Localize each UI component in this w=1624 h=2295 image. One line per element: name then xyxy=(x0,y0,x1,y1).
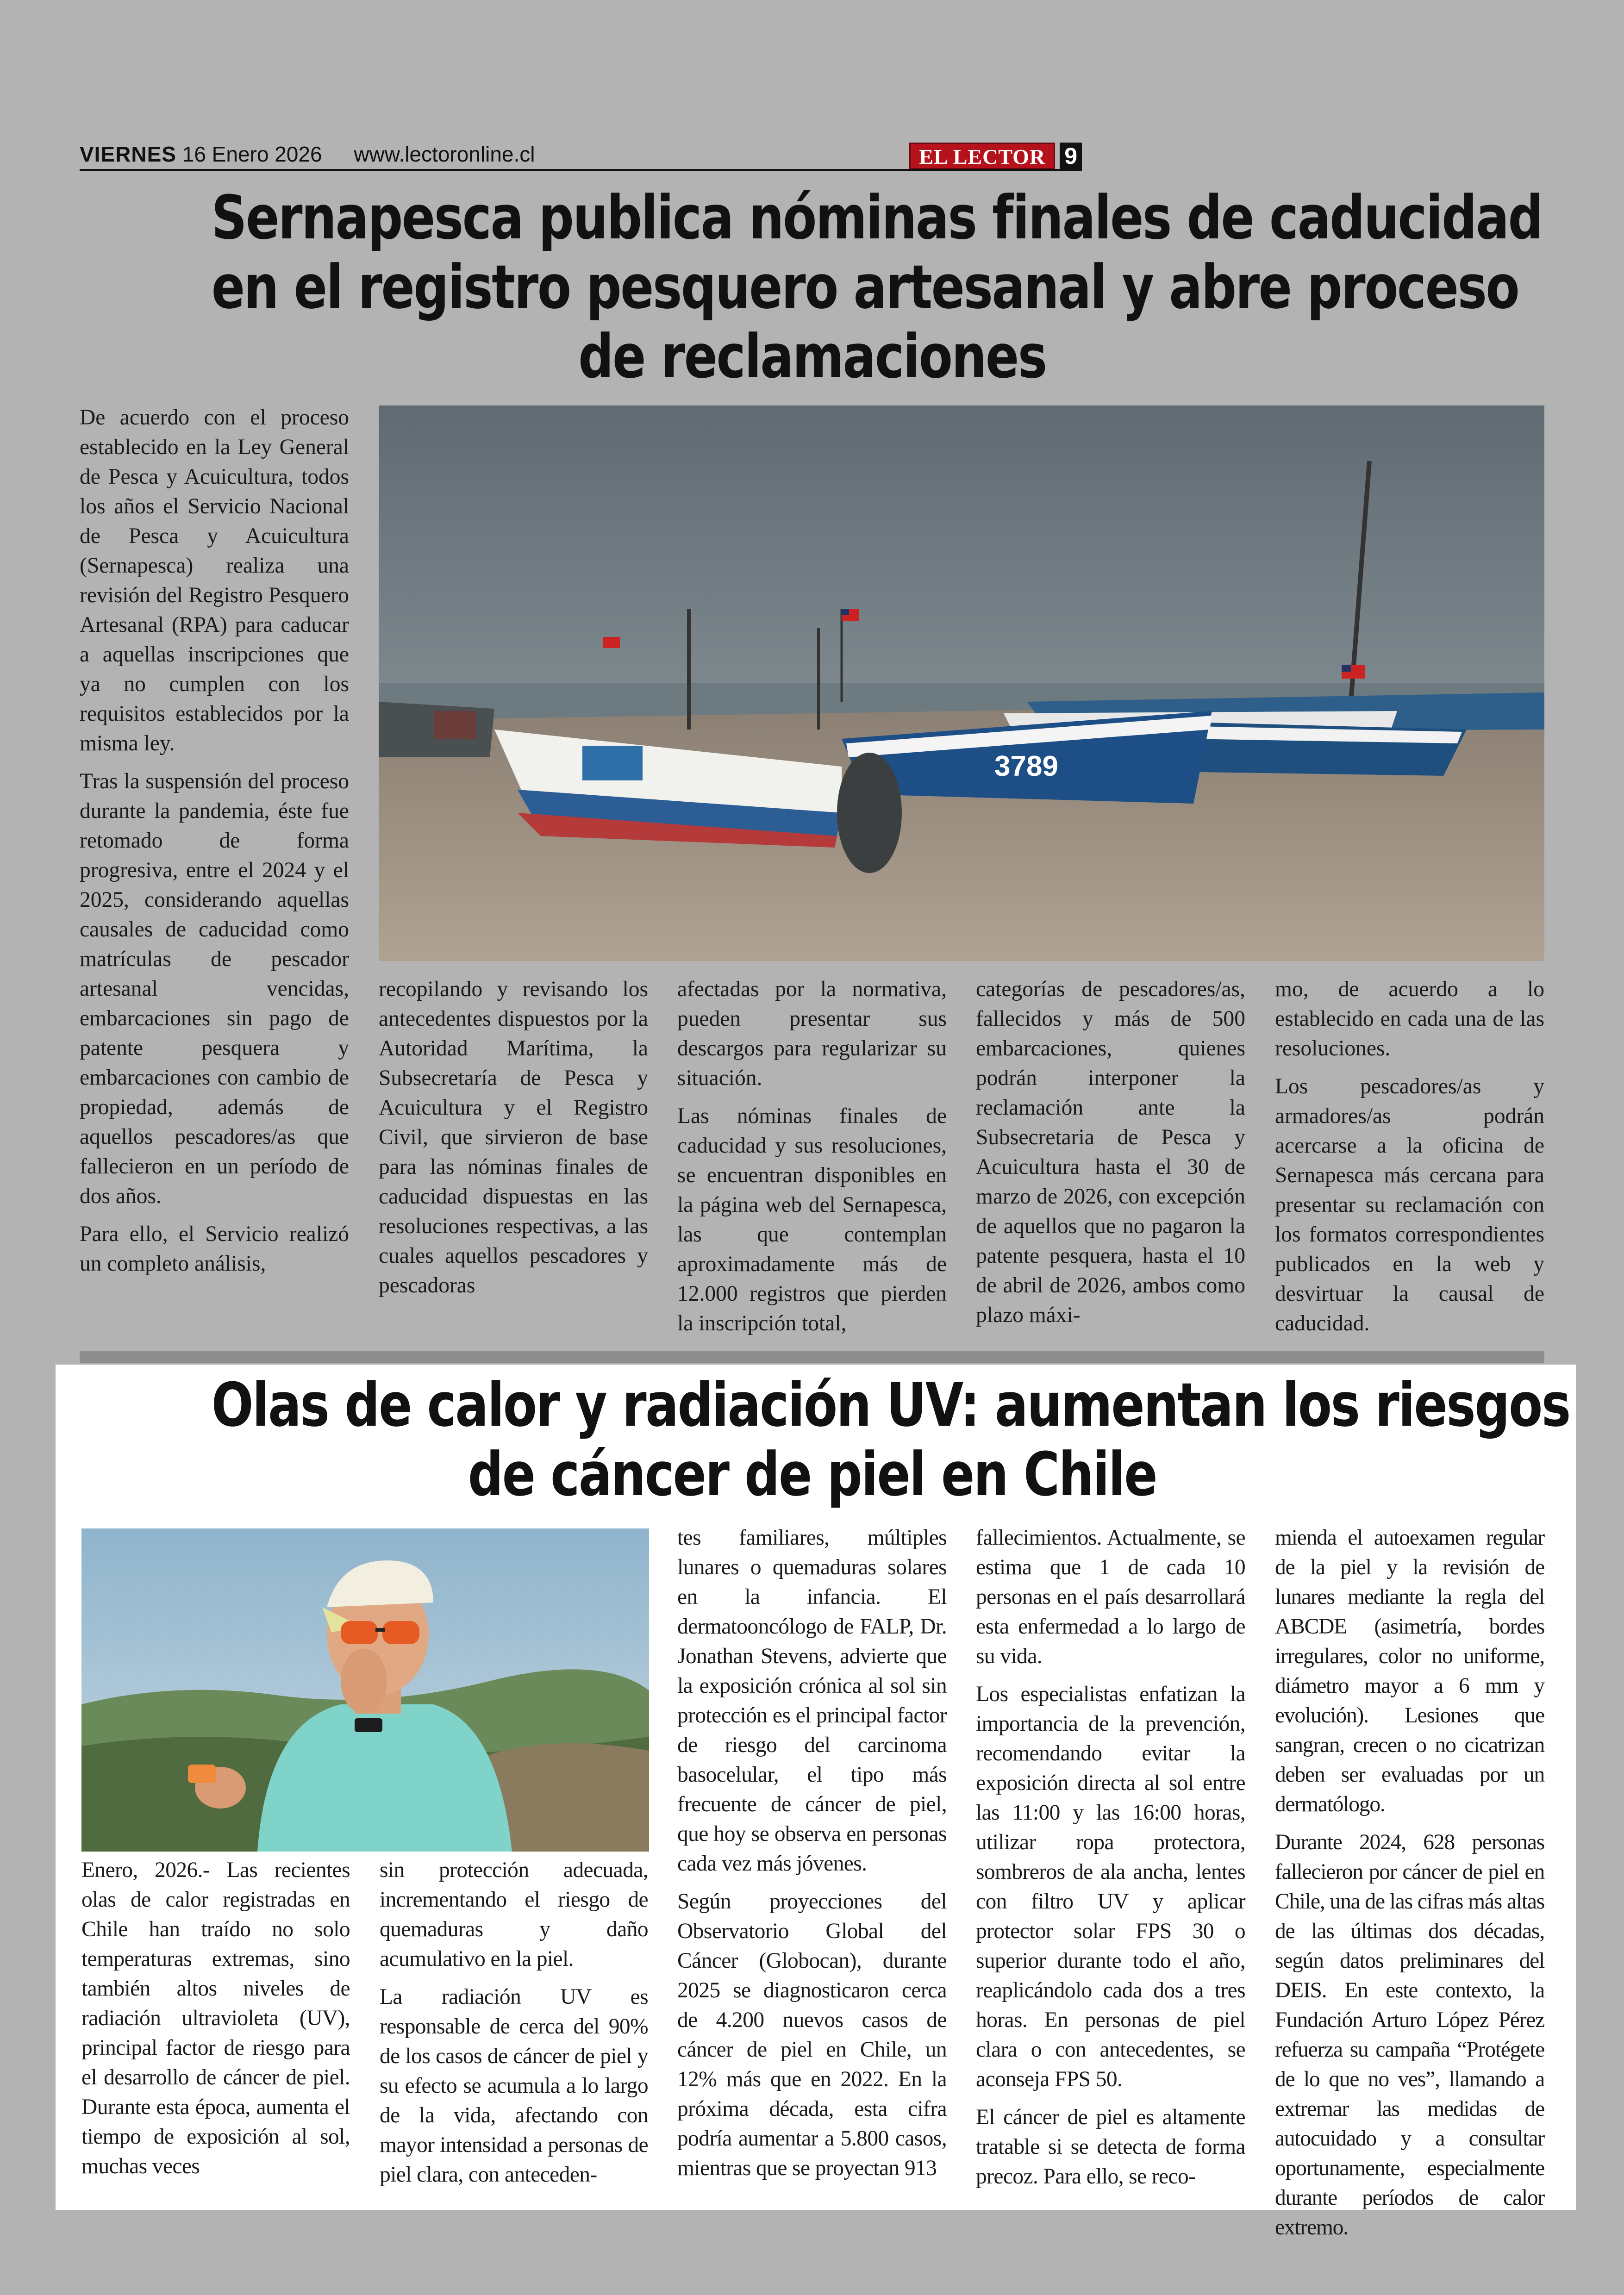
article2-headline xyxy=(211,1370,1570,1509)
header-date: 16 Enero 2026 xyxy=(182,142,322,166)
article1-photo-boats-on-beach xyxy=(379,405,1544,961)
article1-column-4 xyxy=(976,974,1245,1345)
section-divider xyxy=(80,1351,1544,1363)
paragraph: Según proyecciones del Observatorio Global del Cáncer (Globocan), durante 2025 se diagnosticaron cerca de 4.200 nuevos casos de cáncer de piel en Chile, un 12% más que en 2022. En la próxima década, esta cifra podría aumentar a 5.800 casos, mientras que se proyectan 913 xyxy=(677,1890,947,2180)
article2-headline-line: de cáncer de piel en Chile xyxy=(468,1439,1157,1509)
paragraph: Para ello, el Servicio realizó un completo análisis, xyxy=(80,1222,349,1276)
article1-column-1 xyxy=(80,403,349,1342)
brand-logo: EL LECTOR xyxy=(909,143,1055,169)
paragraph: mienda el autoexamen regular de la piel y la revisión de lunares mediante la regla del ABCDE (asimetría, bordes irregulares, color no uniforme, diámetro mayor a 6 mm y evolución). Lesiones que sangran, crecen o no cicatrizan deben ser evaluadas por un dermatólogo. xyxy=(1275,1526,1544,1816)
masthead-brand xyxy=(909,143,1082,169)
paragraph: Tras la suspensión del proceso durante la pandemia, éste fue retomado de forma progresiva, entre el 2024 y el 2025, considerando aquellas causales de caducidad como matrículas de pescador artesanal vencidas, embarcaciones sin pago de patente pesquera y embarcaciones con cambio de propiedad, además de aquellos pescadores/as que fallecieron en un período de dos años. xyxy=(80,769,349,1208)
paragraph: Enero, 2026.- Las recientes olas de calor registradas en Chile han traído no solo temperaturas extremas, sino también altos niveles de radiación ultravioleta (UV), principal factor de riesgo para el desarrollo de cáncer de piel. Durante esta época, aumenta el tiempo de exposición al sol, muchas veces xyxy=(81,1858,350,2178)
paragraph: La radiación UV es responsable de cerca del 90% de los casos de cáncer de piel y su efecto se acumula a lo largo de la vida, afectando con mayor intensidad a personas de piel clara, con anteceden- xyxy=(380,1985,648,2187)
article2-column-1 xyxy=(81,1855,350,2207)
header-rule xyxy=(80,169,1082,171)
paragraph: categorías de pescadores/as, fallecidos y más de 500 embarcaciones, quienes podrán interponer la reclamación ante la Subsecretaria de Pesca y Acuicultura hasta el 30 de marzo de 2026, con excepción de aquellos que no pagaron la patente pesquera, hasta el 10 de abril de 2026, ambos como plazo máxi- xyxy=(976,977,1245,1327)
paragraph: afectadas por la normativa, pueden presentar sus descargos para regularizar su situación. xyxy=(677,977,947,1090)
page-number: 9 xyxy=(1060,143,1082,169)
header-url[interactable]: www.lectoronline.cl xyxy=(354,142,535,166)
article1-headline-line: en el registro pesquero artesanal y abre proceso xyxy=(211,252,1519,322)
article2-photo-man-applying-sunscreen xyxy=(81,1528,649,1852)
article2-column-4 xyxy=(976,1523,1245,2208)
paragraph: Las nóminas finales de caducidad y sus resoluciones, se encuentran disponibles en la página web del Sernapesca, las que contemplan aproximadamente más de 12.000 registros que pierden la inscripción total, xyxy=(677,1104,947,1335)
article1-headline-line: de reclamaciones xyxy=(578,321,1046,392)
paragraph: Los especialistas enfatizan la importancia de la prevención, recomendando evitar la exposición directa al sol entre las 11:00 y las 16:00 horas, utilizar ropa protectora, sombreros de ala ancha, lentes con filtro UV y aplicar protector solar FPS 30 o superior durante todo el año, reaplicándolo cada dos a tres horas. En personas de piel clara o con antecedentes, se aconseja FPS 50. xyxy=(976,1682,1245,2091)
article1-column-5 xyxy=(1275,974,1544,1345)
paragraph: tes familiares, múltiples lunares o quemaduras solares en la infancia. El dermatooncólogo de FALP, Dr. Jonathan Stevens, advierte que la exposición crónica al sol sin protección es el principal factor de riesgo del carcinoma basocelular, el tipo más frecuente de cáncer de piel, que hoy se observa en personas cada vez más jóvenes. xyxy=(677,1526,947,1876)
paragraph: Los pescadores/as y armadores/as podrán acercarse a la oficina de Sernapesca más cercana para presentar su reclamación con los formatos correspondientes publicados en la web y desvirtuar la causal de caducidad. xyxy=(1275,1074,1544,1335)
article1-headline xyxy=(211,182,1543,392)
paragraph: De acuerdo con el proceso establecido en la Ley General de Pesca y Acuicultura, todos los años el Servicio Nacional de Pesca y Acuicultura (Sernapesca) realiza una revisión del Registro Pesquero Artesanal (RPA) para caducar a aquellas inscripciones que ya no cumplen con los requisitos establecidos por la misma ley. xyxy=(80,405,349,755)
paragraph: El cáncer de piel es altamente tratable si se detecta de forma precoz. Para ello, se reco- xyxy=(976,2105,1245,2189)
article2-column-2 xyxy=(380,1855,648,2207)
paragraph: mo, de acuerdo a lo establecido en cada una de las resoluciones. xyxy=(1275,977,1544,1060)
header-dateline xyxy=(80,142,535,167)
article2-headline-line: Olas de calor y radiación UV: aumentan los riesgos xyxy=(211,1370,1570,1440)
boat-number-label: 3789 xyxy=(994,750,1058,782)
header-day: VIERNES xyxy=(80,142,176,166)
paragraph: recopilando y revisando los antecedentes dispuestos por la Autoridad Marítima, la Subsecretaría de Pesca y Acuicultura y el Registro Civil, que sirvieron de base para las nóminas finales de caducidad dispuestas en las resoluciones respectivas, a las cuales aquellos pescadores y pescadoras xyxy=(379,977,648,1297)
paragraph: sin protección adecuada, incrementando el riesgo de quemaduras y daño acumulativo en la piel. xyxy=(380,1858,648,1971)
page-header xyxy=(80,142,1082,171)
paragraph: Durante 2024, 628 personas fallecieron por cáncer de piel en Chile, una de las cifras más altas de las últimas dos décadas, según datos preliminares del DEIS. En este contexto, la Fundación Arturo López Pérez refuerza su campaña “Protégete de lo que no ves”, llamando a extremar las medidas de autocuidado y a consultar oportunamente, especialmente durante períodos de calor extremo. xyxy=(1275,1830,1544,2239)
article2-column-5 xyxy=(1275,1523,1544,2239)
article1-column-3 xyxy=(677,974,947,1345)
article2-column-3 xyxy=(677,1523,947,2208)
paragraph: fallecimientos. Actualmente, se estima que 1 de cada 10 personas en el país desarrollará esta enfermedad a lo largo de su vida. xyxy=(976,1526,1245,1668)
article1-column-2 xyxy=(379,974,648,1345)
article1-headline-line: Sernapesca publica nóminas finales de caducidad xyxy=(211,182,1543,253)
